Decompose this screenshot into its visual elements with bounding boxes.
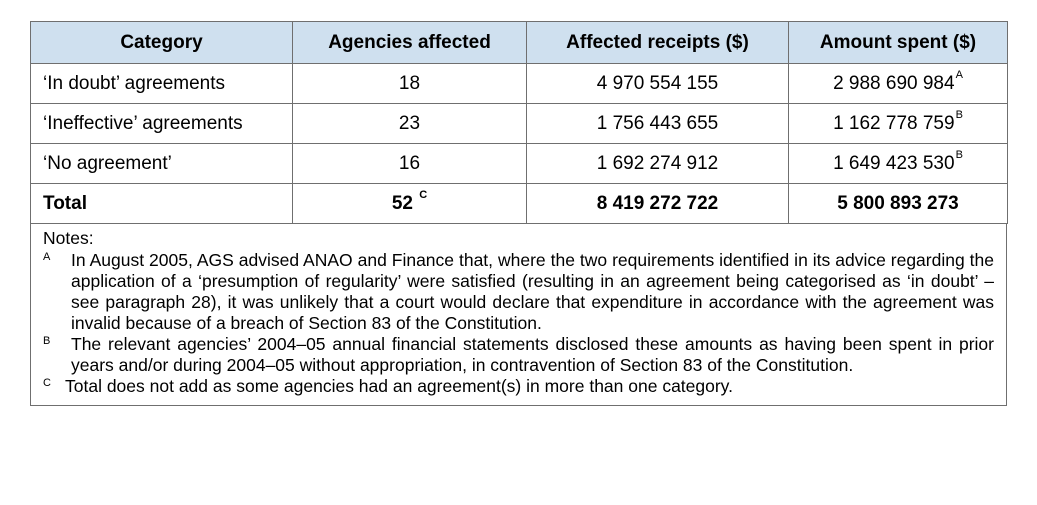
row-receipts: 1 756 443 655 xyxy=(527,104,789,144)
footnote-ref: B xyxy=(955,149,963,162)
notes-title: Notes: xyxy=(43,228,94,248)
table-header-row xyxy=(31,22,1008,64)
table-row xyxy=(31,144,1008,184)
row-category: ‘No agreement’ xyxy=(31,144,293,184)
row-agencies: 18 xyxy=(293,64,527,104)
table-row xyxy=(31,104,1008,144)
total-row xyxy=(31,184,1008,224)
row-category: ‘In doubt’ agreements xyxy=(31,64,293,104)
row-receipts: 4 970 554 155 xyxy=(527,64,789,104)
note-text: Total does not add as some agencies had an agreement(s) in more than one category. xyxy=(65,376,733,396)
row-category: ‘Ineffective’ agreements xyxy=(31,104,293,144)
header-agencies-affected: Agencies affected xyxy=(293,22,527,64)
note-item xyxy=(43,250,994,334)
total-spent: 5 800 893 273 xyxy=(789,184,1008,224)
note-text: In August 2005, AGS advised ANAO and Finance that, where the two requirements identified in its advice regarding the application of a ‘presumption of regularity’ were satisfied (resulting in an agreement being categorised as ‘in doubt’ – see paragraph 28), it was unlikely that a court would declare that expenditure in accordance with the agreement was invalid because of a breach of Section 83 of the Constitution. xyxy=(71,250,994,333)
footnote-ref: B xyxy=(955,109,963,122)
total-agencies: 52 xyxy=(391,192,413,214)
total-label: Total xyxy=(31,184,293,224)
header-amount-spent: Amount spent ($) xyxy=(789,22,1008,64)
row-spent-cell xyxy=(789,144,1008,184)
note-marker: A xyxy=(43,251,51,263)
row-spent: 1 649 423 530 xyxy=(833,152,955,174)
row-agencies: 23 xyxy=(293,104,527,144)
table-row xyxy=(31,64,1008,104)
note-marker: C xyxy=(43,377,51,389)
note-marker: B xyxy=(43,335,51,347)
row-agencies: 16 xyxy=(293,144,527,184)
header-category: Category xyxy=(31,22,293,64)
note-text: The relevant agencies’ 2004–05 annual financial statements disclosed these amounts as having been spent in prior years and/or during 2004–05 without appropriation, in contravention of Section 83 of the Constitution. xyxy=(71,334,994,375)
agreements-table xyxy=(30,21,1008,224)
footnote-ref: C xyxy=(419,189,428,202)
footnote-ref: A xyxy=(955,69,963,82)
row-spent: 2 988 690 984 xyxy=(833,72,955,94)
total-receipts: 8 419 272 722 xyxy=(527,184,789,224)
row-spent: 1 162 778 759 xyxy=(833,112,955,134)
note-item xyxy=(43,376,994,397)
row-receipts: 1 692 274 912 xyxy=(527,144,789,184)
row-spent-cell xyxy=(789,64,1008,104)
row-spent-cell xyxy=(789,104,1008,144)
agreements-table-container xyxy=(30,21,1007,406)
total-agencies-cell xyxy=(293,184,527,224)
header-affected-receipts: Affected receipts ($) xyxy=(527,22,789,64)
notes-section xyxy=(30,224,1007,406)
note-item xyxy=(43,334,994,376)
